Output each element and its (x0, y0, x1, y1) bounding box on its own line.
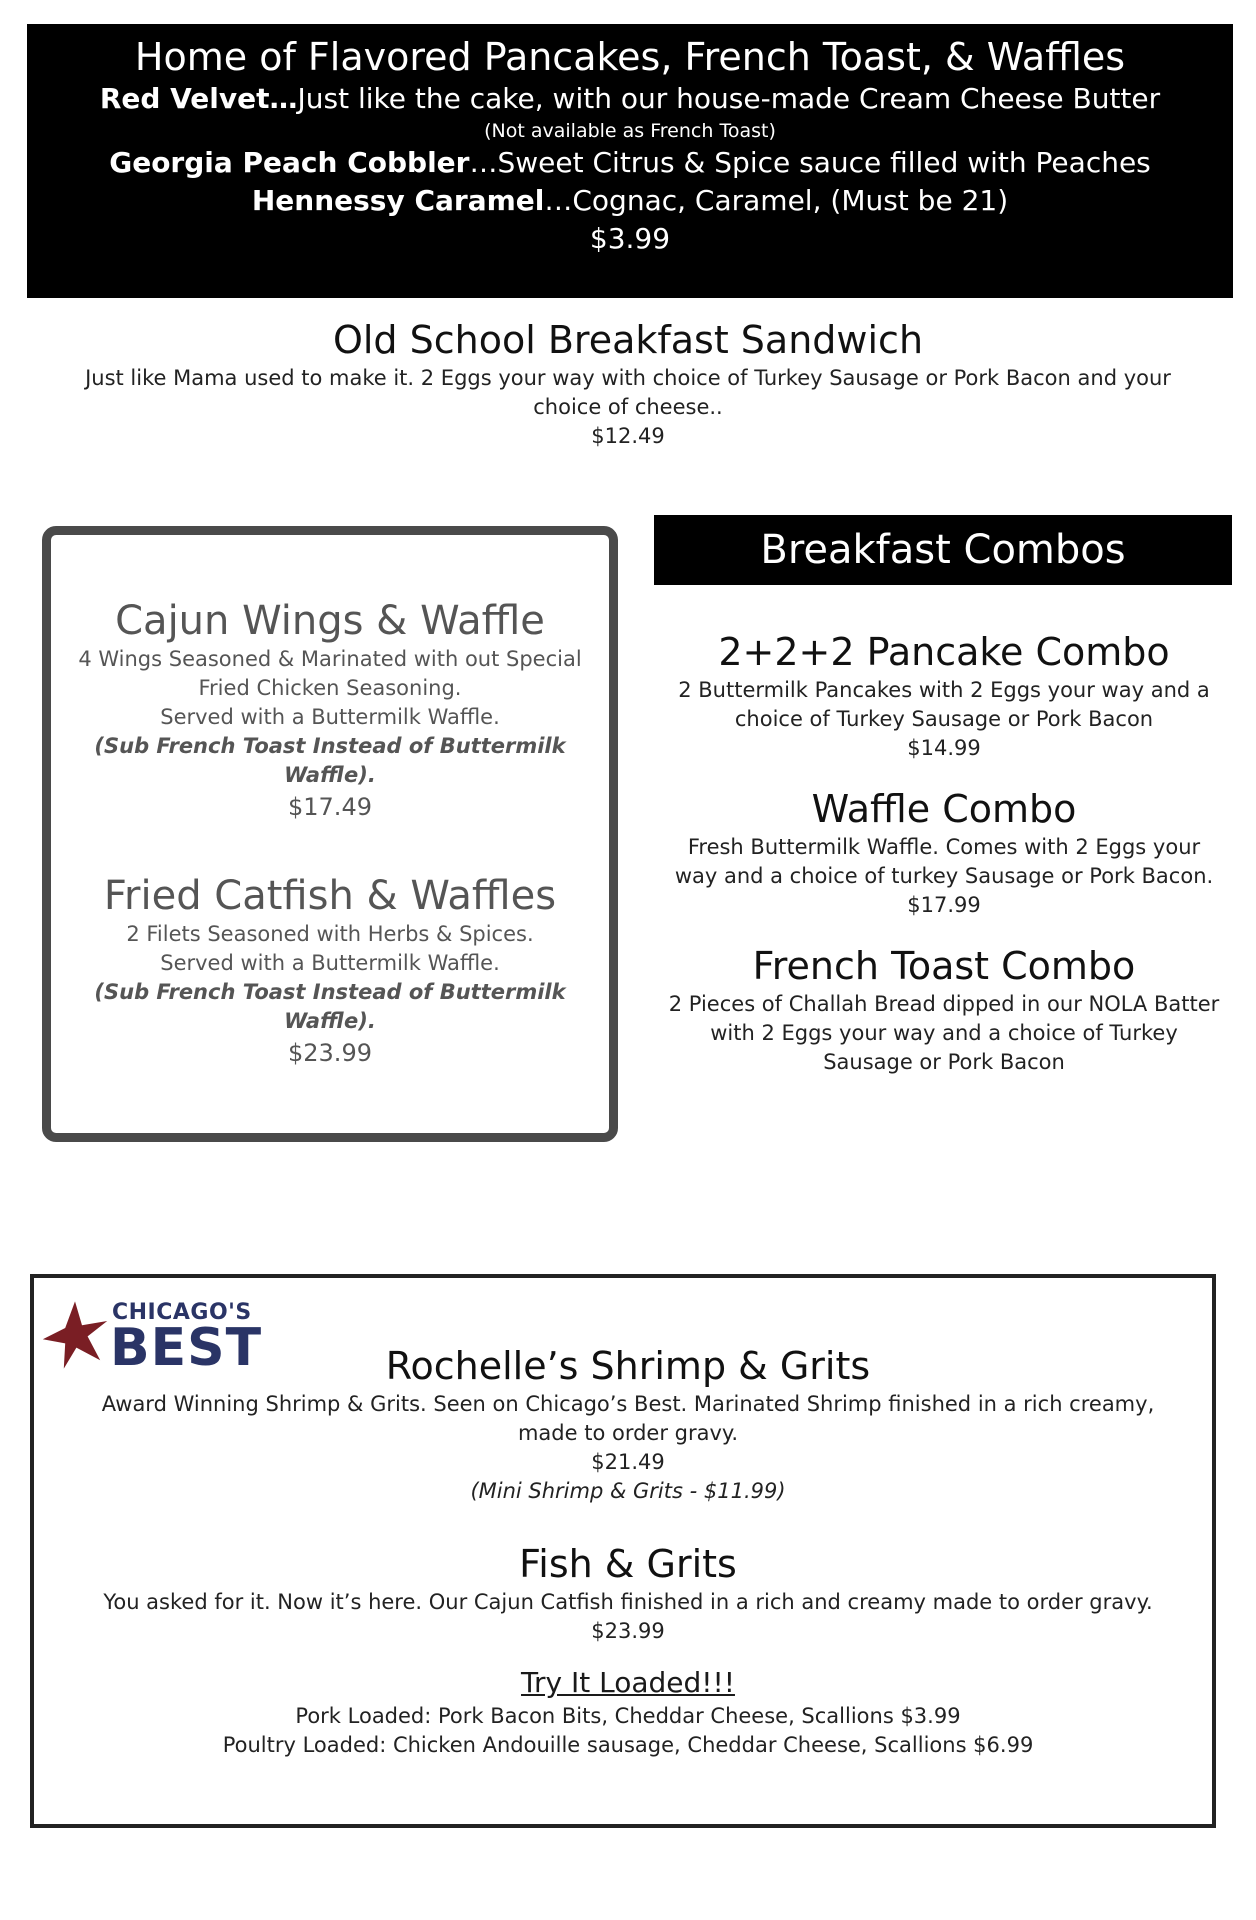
peach-desc: …Sweet Citrus & Spice sauce filled with Peaches (469, 146, 1151, 179)
item-desc: Served with a Buttermilk Waffle. (160, 951, 500, 975)
red-velvet-line (27, 80, 1233, 118)
combo-desc: Fresh Buttermilk Waffle. Comes with 2 Eggs your way and a choice of turkey Sausage or Pork Bacon. (674, 835, 1214, 888)
peach-name: Georgia Peach Cobbler (109, 146, 470, 179)
item-title: Cajun Wings & Waffle (115, 598, 545, 644)
item-title: Fried Catfish & Waffles (103, 873, 557, 919)
sandwich-price: $12.49 (591, 424, 665, 448)
grits-section (60, 1342, 1196, 1760)
combo-title: 2+2+2 Pancake Combo (718, 630, 1170, 674)
shrimp-grits-price: $21.49 (591, 1450, 665, 1474)
combo-french-toast (664, 942, 1224, 1077)
sandwich-desc: Just like Mama used to make it. 2 Eggs your way with choice of Turkey Sausage or Pork Bacon and your choice of cheese.. (85, 366, 1171, 419)
hennessy-name: Hennessy Caramel (251, 184, 545, 217)
logo-line2: BEST (110, 1318, 263, 1378)
item-desc: 4 Wings Seasoned & Marinated with out Special Fried Chicken Seasoning. (78, 647, 582, 700)
mini-shrimp-grits: (Mini Shrimp & Grits - $11.99) (470, 1479, 786, 1503)
flavors-banner (27, 24, 1233, 298)
sandwich-section (60, 316, 1196, 451)
red-velvet-note: (Not available as French Toast) (484, 120, 776, 142)
banner-price: $3.99 (589, 222, 671, 255)
combo-price: $14.99 (907, 736, 981, 760)
item-price: $23.99 (288, 1039, 372, 1067)
try-it-loaded-title: Try It Loaded!!! (521, 1666, 735, 1699)
wings-catfish-box (42, 526, 618, 1142)
combo-title: Waffle Combo (811, 787, 1077, 831)
banner-title: Home of Flavored Pancakes, French Toast, & Waffles (134, 35, 1126, 79)
fish-grits-desc: You asked for it. Now it’s here. Our Cajun Catfish finished in a rich and creamy made to order gravy. (103, 1590, 1153, 1614)
combo-title: French Toast Combo (752, 944, 1136, 988)
item-sub-note: (Sub French Toast Instead of Buttermilk Waffle). (94, 734, 566, 787)
fish-grits-price: $23.99 (591, 1619, 665, 1643)
hennessy-line (27, 182, 1233, 220)
combo-desc: 2 Pieces of Challah Bread dipped in our NOLA Batter with 2 Eggs your way and a choice of Turkey Sausage or Pork Bacon (668, 992, 1220, 1074)
shrimp-grits-desc: Award Winning Shrimp & Grits. Seen on Chicago’s Best. Marinated Shrimp finished in a rich creamy, made to order gravy. (101, 1392, 1155, 1445)
menu-item-fried-catfish (51, 872, 609, 1070)
pork-loaded: Pork Loaded: Pork Bacon Bits, Cheddar Cheese, Scallions $3.99 (295, 1704, 961, 1728)
menu-item-cajun-wings (51, 597, 609, 824)
item-desc: Served with a Buttermilk Waffle. (160, 705, 500, 729)
combo-desc: 2 Buttermilk Pancakes with 2 Eggs your way and a choice of Turkey Sausage or Pork Bacon (678, 678, 1210, 731)
item-price: $17.49 (288, 793, 372, 821)
poultry-loaded: Poultry Loaded: Chicken Andouille sausage, Cheddar Cheese, Scallions $6.99 (222, 1733, 1034, 1757)
logo-line1: CHICAGO'S (112, 1300, 252, 1325)
fish-grits-title: Fish & Grits (519, 1542, 737, 1586)
combo-pancake (664, 628, 1224, 763)
breakfast-combos-list (664, 628, 1224, 1099)
shrimp-grits-title: Rochelle’s Shrimp & Grits (385, 1344, 871, 1388)
sandwich-title: Old School Breakfast Sandwich (332, 318, 924, 362)
peach-line (27, 144, 1233, 182)
red-velvet-desc: Just like the cake, with our house-made Cream Cheese Butter (297, 82, 1161, 115)
combo-price: $17.99 (907, 893, 981, 917)
breakfast-combos-header: Breakfast Combos (654, 515, 1232, 585)
hennessy-desc: …Cognac, Caramel, (Must be 21) (544, 184, 1009, 217)
red-velvet-name: Red Velvet… (99, 82, 298, 115)
combo-waffle (664, 785, 1224, 920)
item-desc: 2 Filets Seasoned with Herbs & Spices. (126, 922, 534, 946)
item-sub-note: (Sub French Toast Instead of Buttermilk Waffle). (94, 980, 566, 1033)
